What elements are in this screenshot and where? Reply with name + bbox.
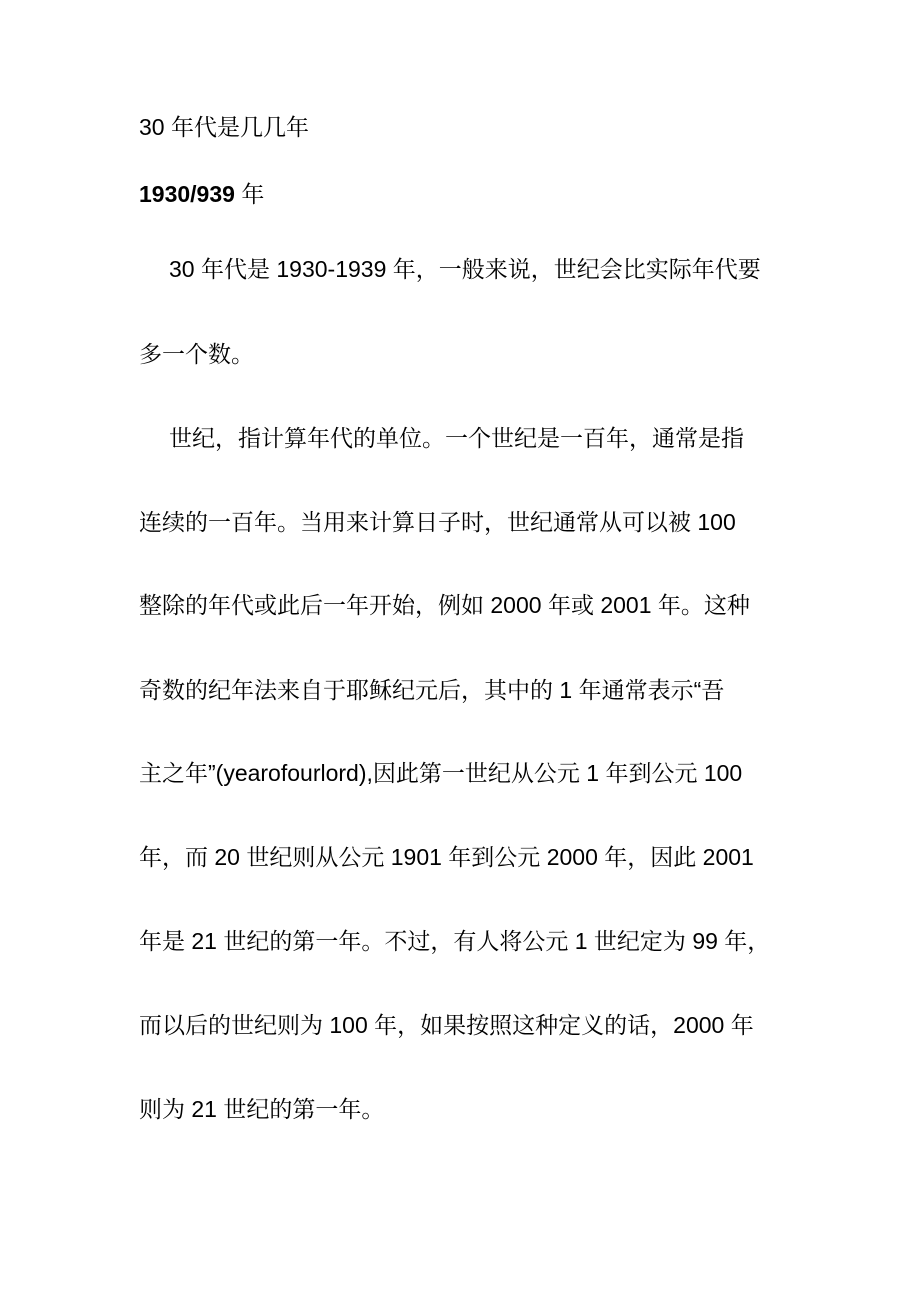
paragraph-2-line-2: 连续的一百年。当用来计算日子时，世纪通常从可以被 100 [139, 509, 736, 535]
paragraph-2-line-8: 而以后的世纪则为 100 年，如果按照这种定义的话，2000 年 [139, 1012, 754, 1038]
document-title: 30 年代是几几年 [139, 114, 309, 140]
paragraph-2-line-7: 年是 21 世纪的第一年。不过，有人将公元 1 世纪定为 99 年， [139, 928, 771, 954]
paragraph-2-line-5: 主之年”(yearofourlord),因此第一世纪从公元 1 年到公元 100 [139, 760, 743, 786]
paragraph-2-line-3: 整除的年代或此后一年开始，例如 2000 年或 2001 年。这种 [139, 592, 750, 618]
paragraph-1-line-1: 30 年代是 1930-1939 年，一般来说，世纪会比实际年代要 [169, 256, 761, 282]
paragraph-2-line-9: 则为 21 世纪的第一年。 [139, 1096, 385, 1122]
paragraph-2-line-6: 年，而 20 世纪则从公元 1901 年到公元 2000 年，因此 2001 [139, 844, 754, 870]
paragraph-1-line-2: 多一个数。 [139, 341, 254, 367]
subtitle-suffix: 年 [234, 181, 265, 207]
paragraph-2-line-4: 奇数的纪年法来自于耶稣纪元后，其中的 1 年通常表示“吾 [139, 677, 725, 703]
subtitle-number: 1930/939 [139, 181, 235, 207]
document-subtitle [139, 179, 264, 209]
paragraph-2-line-1: 世纪，指计算年代的单位。一个世纪是一百年，通常是指 [169, 425, 744, 451]
